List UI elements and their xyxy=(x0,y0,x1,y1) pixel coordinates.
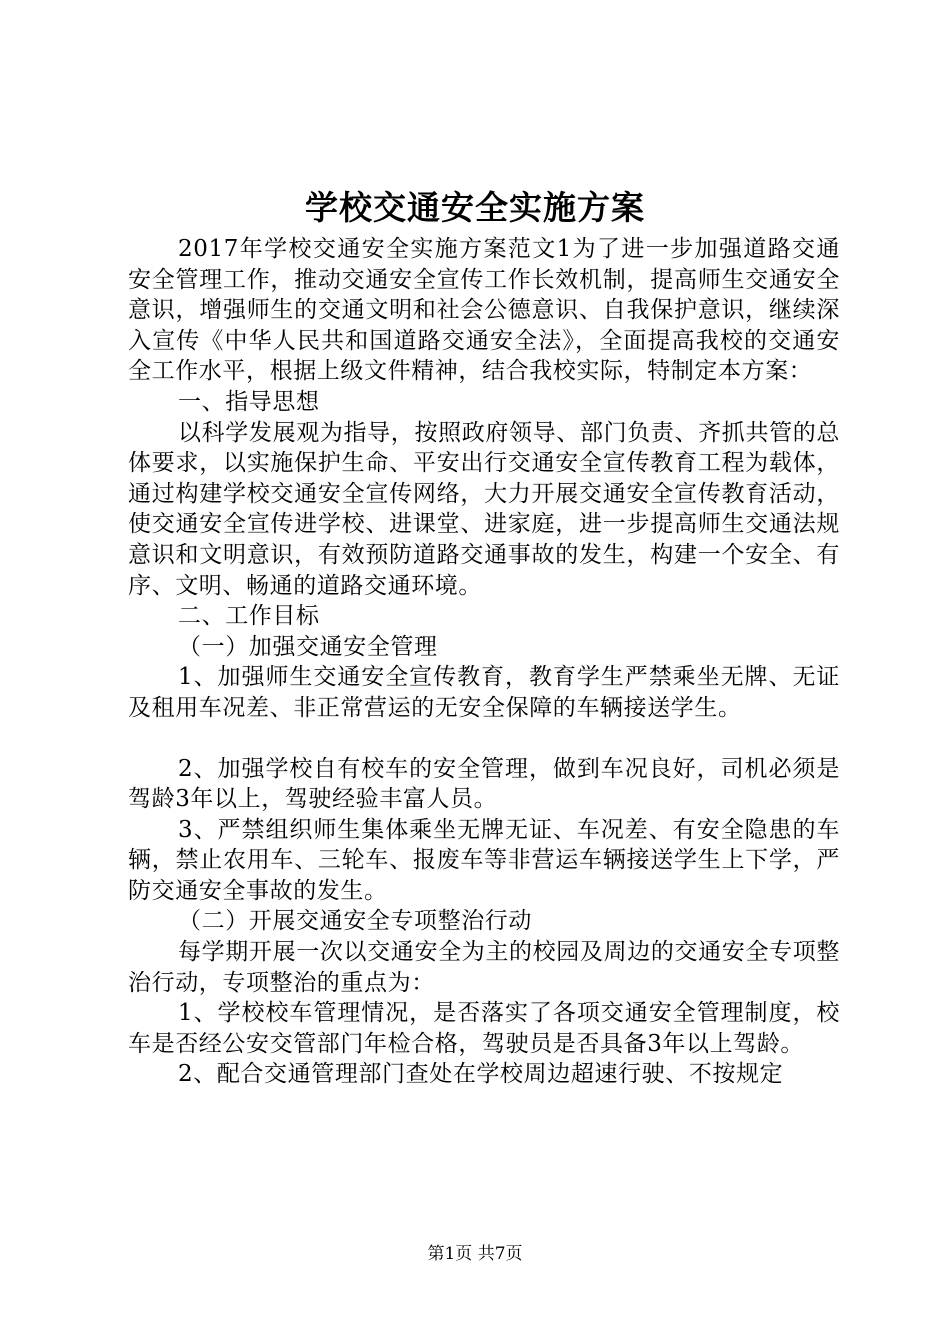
subheading-special-rectification: （二）开展交通安全专项整治行动 xyxy=(178,908,532,935)
paragraph-rectification-item-2: 2、配合交通管理部门查处在学校周边超速行驶、不按规定 xyxy=(178,1061,784,1088)
document-body xyxy=(128,234,840,1090)
heading-guiding-thought: 一、指导思想 xyxy=(178,388,320,415)
paragraph-guiding-thought: 以科学发展观为指导，按照政府领导、部门负责、齐抓共管的总体要求，以实施保护生命、平安出行交通安全宣传教育工程为载体，通过构建学校交通安全宣传网络，大力开展交通安全宣传教育活动，使交通安全宣传进学校、进课堂、进家庭，进一步提高师生交通法规意识和文明意识，有效预防道路交通事故的发生，构建一个安全、有序、文明、畅通的道路交通环境。 xyxy=(128,419,840,599)
heading-work-goals: 二、工作目标 xyxy=(178,603,320,630)
paragraph-rectification-item-1: 1、学校校车管理情况，是否落实了各项交通安全管理制度，校车是否经公安交管部门年检合格，驾驶员是否具备3年以上驾龄。 xyxy=(128,1000,840,1057)
document-title: 学校交通安全实施方案 xyxy=(305,188,645,227)
paragraph-item-1: 1、加强师生交通安全宣传教育，教育学生严禁乘坐无牌、无证及租用车况差、非正常营运的无安全保障的车辆接送学生。 xyxy=(128,664,840,721)
paragraph-intro: 2017年学校交通安全实施方案范文1为了进一步加强道路交通安全管理工作，推动交通安全宣传工作长效机制，提高师生交通安全意识，增强师生的交通文明和社会公德意识、自我保护意识，继续深入宣传《中华人民共和国道路交通安全法》，全面提高我校的交通安全工作水平，根据上级文件精神，结合我校实际，特制定本方案： xyxy=(128,236,840,385)
paragraph-gap xyxy=(128,724,840,754)
paragraph-item-2: 2、加强学校自有校车的安全管理，做到车况良好，司机必须是驾龄3年以上，驾驶经验丰富人员。 xyxy=(128,755,840,813)
paragraph-rectification-intro: 每学期开展一次以交通安全为主的校园及周边的交通安全专项整治行动，专项整治的重点为： xyxy=(128,939,840,996)
subheading-traffic-management: （一）加强交通安全管理 xyxy=(178,633,438,660)
page-number: 第1页 共7页 xyxy=(427,1244,523,1264)
paragraph-item-3: 3、严禁组织师生集体乘坐无牌无证、车况差、有安全隐患的车辆，禁止农用车、三轮车、报废车等非营运车辆接送学生上下学，严防交通安全事故的发生。 xyxy=(128,816,840,904)
